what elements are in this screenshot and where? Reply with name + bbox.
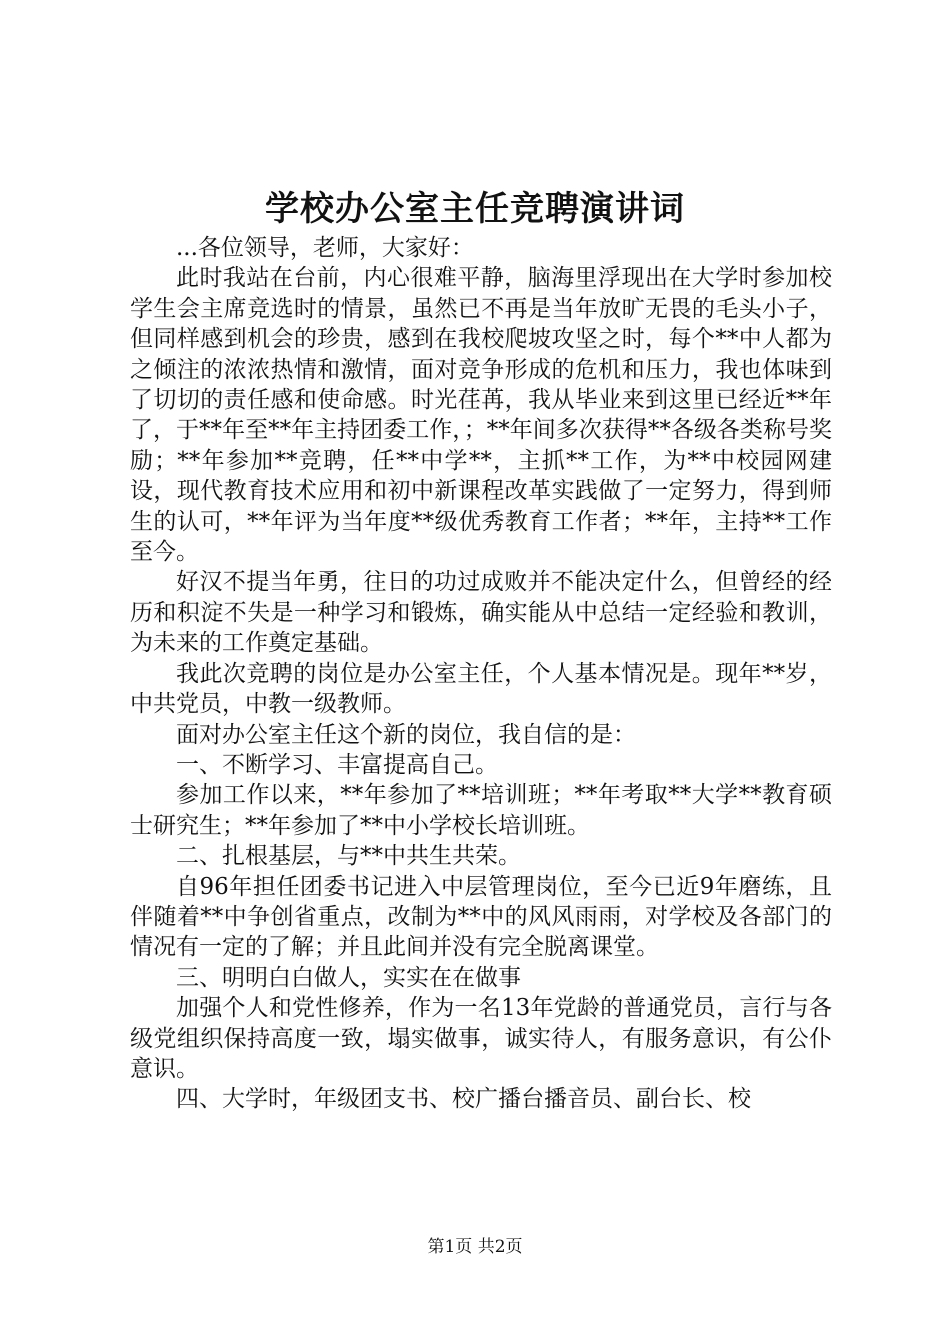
section-heading: 一、不断学习、丰富提高自己。 (176, 751, 498, 778)
paragraph: 自96年担任团委书记进入中层管理岗位，至今已近9年磨练，且伴随着**中争创省重点，改制为**中的风风雨雨，对学校及各部门的情况有一定的了解；并且此间并没有完全脱离课堂。 (130, 873, 832, 961)
paragraph: 参加工作以来，**年参加了**培训班；**年考取**大学**教育硕士研究生；**年参加了**中小学校长培训班。 (130, 782, 832, 839)
paragraph: 面对办公室主任这个新的岗位，我自信的是： (176, 721, 636, 748)
page-footer: 第1页 共2页 (427, 1237, 523, 1257)
document-body (130, 233, 832, 1115)
document-title: 学校办公室主任竞聘演讲词 (265, 189, 685, 229)
paragraph: 我此次竞聘的岗位是办公室主任，个人基本情况是。现年**岁，中共党员，中教一级教师。 (130, 660, 832, 718)
section-heading: 四、大学时，年级团支书、校广播台播音员、副台长、校 (176, 1086, 751, 1113)
section-heading: 三、明明白白做人，实实在在做事 (176, 964, 521, 991)
paragraph: 好汉不提当年勇，往日的功过成败并不能决定什么，但曾经的经历和积淀不失是一种学习和锻炼，确实能从中总结一定经验和教训，为未来的工作奠定基础。 (130, 569, 832, 657)
section-heading: 二、扎根基层，与**中共生共荣。 (176, 843, 521, 870)
paragraph-greeting: ...各位领导，老师，大家好： (176, 235, 474, 261)
paragraph: 此时我站在台前，内心很难平静，脑海里浮现出在大学时参加校学生会主席竞选时的情景，虽然已不再是当年放旷无畏的毛头小子，但同样感到机会的珍贵，感到在我校爬坡攻坚之时，每个**中人都为之倾注的浓浓热情和激情，面对竞争形成的危机和压力，我也体味到了切切的责任感和使命感。时光荏苒，我从毕业来到这里已经近**年了，于**年至**年主持团委工作，；**年间多次获得**各级各类称号奖励；**年参加**竞聘，任**中学**，主抓**工作，为**中校园网建设，现代教育技术应用和初中新课程改革实践做了一定努力，得到师生的认可，**年评为当年度**级优秀教育工作者；**年，主持**工作至今。 (130, 265, 833, 566)
paragraph: 加强个人和党性修养，作为一名13年党龄的普通党员，言行与各级党组织保持高度一致，塌实做事，诚实待人，有服务意识，有公仆意识。 (130, 995, 832, 1082)
